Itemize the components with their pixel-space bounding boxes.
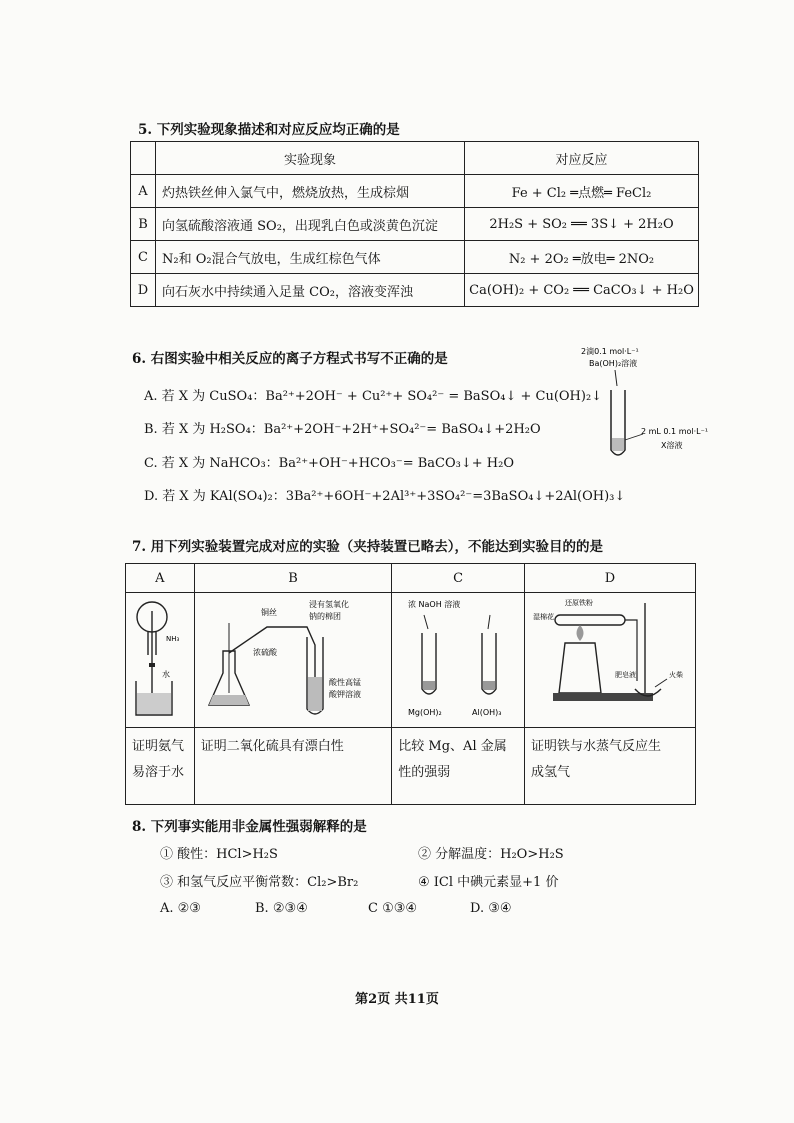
purpose-text: 比较 Mg、Al 金属 <box>398 739 507 754</box>
q8-fact-3: ③ 和氢气反应平衡常数：Cl₂>Br₂ <box>160 875 359 890</box>
q6-reagent-label: 2滴0.1 mol·L⁻¹ <box>581 347 639 356</box>
hard-glass-tube <box>555 615 625 625</box>
apparatus-b-cell <box>194 593 392 728</box>
q8-choice-d: D. ③④ <box>470 901 512 916</box>
table-row <box>131 175 699 208</box>
al-precipitate <box>483 681 495 690</box>
q8-choice-c: C ①③④ <box>368 901 418 916</box>
match-label: 火柴 <box>669 671 683 679</box>
column-header: A <box>126 564 195 593</box>
row-label: D <box>131 274 156 307</box>
row-reaction: Ca(OH)₂ + CO₂ ══ CaCO₃↓ + H₂O <box>465 274 699 307</box>
cotton-label: 钠的棉团 <box>308 612 341 621</box>
flask-liquid <box>209 695 249 705</box>
purpose-text: 性的强弱 <box>398 765 451 780</box>
apparatus-a-cell <box>126 593 195 728</box>
purpose-text: 证明二氧化硫具有漂白性 <box>200 739 344 754</box>
table-row <box>126 728 696 805</box>
q6-reagent-label: Ba(OH)₂溶液 <box>589 359 638 368</box>
flame <box>577 625 584 641</box>
al-label: Al(OH)₃ <box>472 708 502 717</box>
kmno4-solution <box>308 677 322 711</box>
table-row <box>131 241 699 274</box>
purpose-a <box>126 728 195 805</box>
match-arrow <box>655 679 667 687</box>
q8-fact-1: ① 酸性：HCl>H₂S <box>160 847 278 862</box>
table-row <box>131 274 699 307</box>
purpose-d <box>525 728 696 805</box>
purpose-c <box>392 728 525 805</box>
water-label: 水 <box>161 670 170 679</box>
iron-label: 还原铁粉 <box>565 599 593 607</box>
soap-label: 肥皂液 <box>615 671 636 679</box>
clamp <box>149 663 155 667</box>
nh3-label: NH₃ <box>165 635 180 643</box>
q8-fact-2: ② 分解温度：H₂O>H₂S <box>418 847 564 862</box>
row-phenomenon: 灼热铁丝伸入氯气中，燃烧放热，生成棕烟 <box>156 175 465 208</box>
table-row <box>131 208 699 241</box>
q5-stem: 5. 下列实验现象描述和对应反应均正确的是 <box>138 122 400 138</box>
q7-table <box>125 563 696 805</box>
row-phenomenon: 向氢硫酸溶液通 SO₂，出现乳白色或淡黄色沉淀 <box>156 208 465 241</box>
apparatus-d-cell <box>525 593 696 728</box>
purpose-b <box>194 728 392 805</box>
dropper-line <box>615 370 617 386</box>
column-header: B <box>194 564 392 593</box>
page-footer: 第2页 共11页 <box>355 992 439 1007</box>
cotton-label: 湿棉花 <box>533 613 554 621</box>
row-label: A <box>131 175 156 208</box>
stand-base <box>553 693 653 701</box>
row-label: C <box>131 241 156 274</box>
purpose-text: 易溶于水 <box>132 765 185 780</box>
row-reaction: N₂ + 2O₂ ═放电═ 2NO₂ <box>465 241 699 274</box>
row-reaction: 2H₂S + SO₂ ══ 3S↓ + 2H₂O <box>465 208 699 241</box>
q5-table <box>130 141 699 307</box>
q8-choice-a: A. ②③ <box>160 901 201 916</box>
purpose-text: 成氢气 <box>531 765 571 780</box>
q7-stem: 7. 用下列实验装置完成对应的实验（夹持装置已略去），不能达到实验目的的是 <box>132 539 604 555</box>
row-reaction: Fe + Cl₂ ═点燃═ FeCl₂ <box>465 175 699 208</box>
copper-label: 铜丝 <box>260 608 277 617</box>
x-solution <box>612 438 624 451</box>
cotton-label: 浸有氢氧化 <box>308 600 349 609</box>
q6-test-tube-figure <box>575 342 725 467</box>
kmno4-label: 酸钾溶液 <box>328 690 361 699</box>
row-label: B <box>131 208 156 241</box>
purpose-text: 证明铁与水蒸气反应生 <box>531 739 662 754</box>
q8-fact-4: ④ ICl 中碘元素显+1 价 <box>418 875 559 890</box>
table-corner <box>131 142 156 175</box>
kmno4-label: 酸性高锰 <box>328 678 361 687</box>
mg-precipitate <box>423 681 435 690</box>
dropper-arrow <box>424 615 490 629</box>
row-phenomenon: N₂和 O₂混合气放电，生成红棕色气体 <box>156 241 465 274</box>
naoh-label: 浓 NaOH 溶液 <box>408 600 461 609</box>
table-row <box>126 564 696 593</box>
q6-option-a: A. 若 X 为 CuSO₄：Ba²⁺+2OH⁻ + Cu²⁺+ SO₄²⁻ = BaSO₄↓ + Cu(OH)₂↓ <box>144 389 603 404</box>
q6-solution-label: X溶液 <box>661 441 683 450</box>
header-phenomenon: 实验现象 <box>156 142 465 175</box>
q8-choice-b: B. ②③④ <box>255 901 308 916</box>
acid-label: 浓硫酸 <box>252 648 277 657</box>
q6-stem: 6. 右图实验中相关反应的离子方程式书写不正确的是 <box>132 351 448 367</box>
apparatus-b-so2 <box>197 593 389 723</box>
table-row <box>131 142 699 175</box>
q6-option-d: D. 若 X 为 KAl(SO₄)₂：3Ba²⁺+6OH⁻+2Al³⁺+3SO₄²⁻=3BaSO₄↓+2Al(OH)₃↓ <box>144 489 626 504</box>
apparatus-c-tubes <box>394 593 522 723</box>
column-header: D <box>525 564 696 593</box>
q8-stem: 8. 下列事实能用非金属性强弱解释的是 <box>132 819 367 835</box>
apparatus-d-iron-steam <box>525 593 695 723</box>
burner <box>559 643 601 693</box>
header-reaction: 对应反应 <box>465 142 699 175</box>
q6-option-c: C. 若 X 为 NaHCO₃：Ba²⁺+OH⁻+HCO₃⁻= BaCO₃↓+ H₂O <box>144 456 514 471</box>
beaker-water <box>137 693 171 714</box>
column-header: C <box>392 564 525 593</box>
row-phenomenon: 向石灰水中持续通入足量 CO₂，溶液变浑浊 <box>156 274 465 307</box>
table-row <box>126 593 696 728</box>
mg-label: Mg(OH)₂ <box>408 708 442 717</box>
q6-option-b: B. 若 X 为 H₂SO₄：Ba²⁺+2OH⁻+2H⁺+SO₄²⁻= BaSO₄↓+2H₂O <box>144 422 541 437</box>
q6-solution-label: 2 mL 0.1 mol·L⁻¹ <box>641 427 709 436</box>
apparatus-c-cell <box>392 593 525 728</box>
purpose-text: 证明氨气 <box>132 739 185 754</box>
apparatus-a-fountain <box>128 593 192 723</box>
